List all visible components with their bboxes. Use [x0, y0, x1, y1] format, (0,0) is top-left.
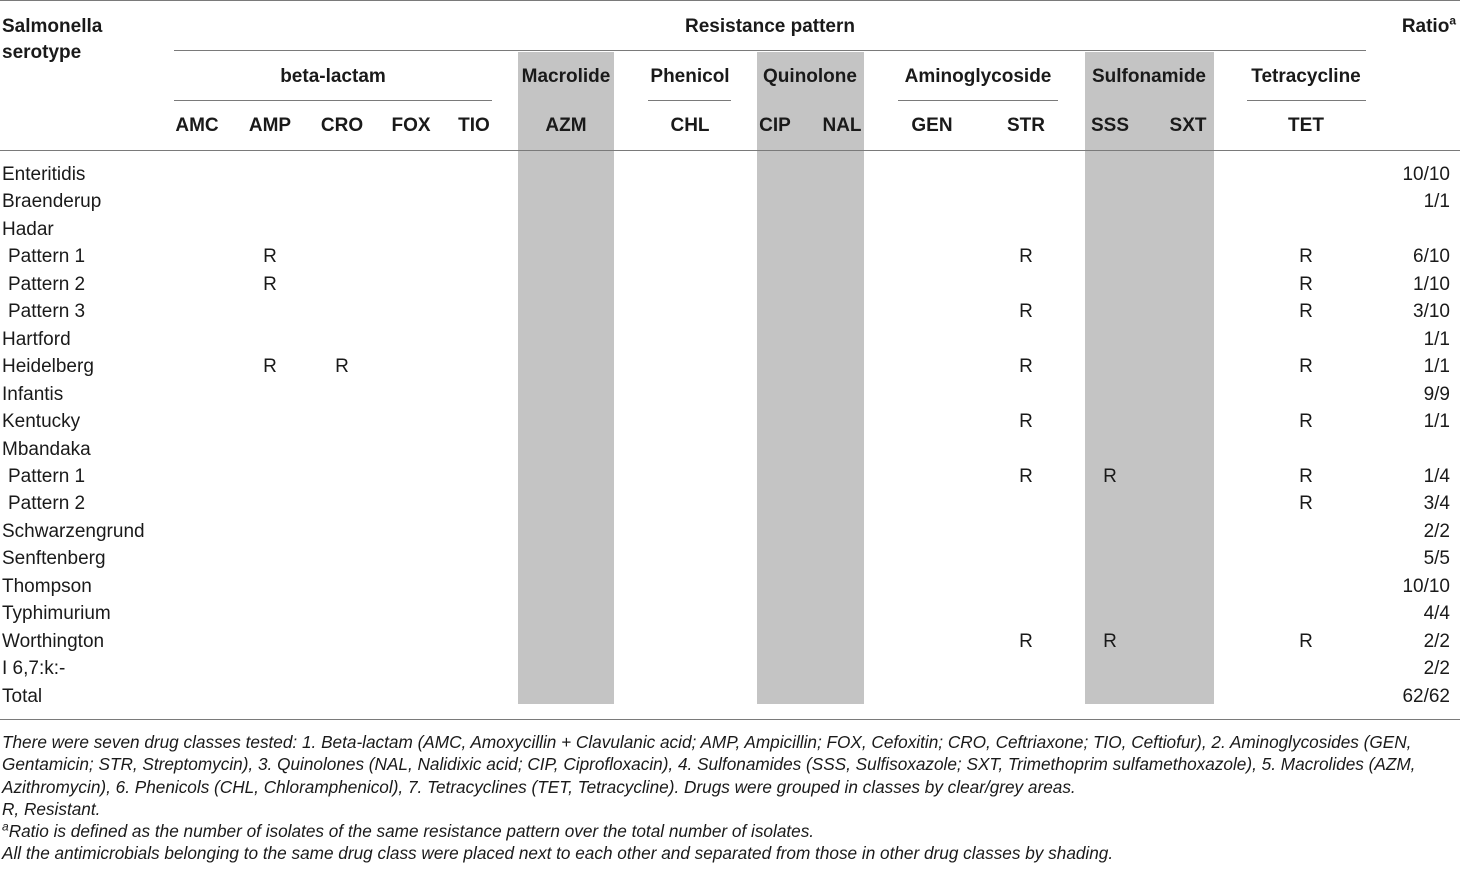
class-header-aminoglycoside: Aminoglycoside [904, 66, 1052, 87]
row-label: Hartford [2, 329, 71, 350]
row-label: Senftenberg [2, 548, 106, 569]
resistant-cell-tet: R [1299, 356, 1313, 377]
row-label: Pattern 3 [8, 301, 86, 322]
resistant-cell-str: R [1019, 301, 1033, 322]
row-label: Pattern 1 [8, 246, 86, 267]
drug-header-fox: FOX [391, 115, 431, 136]
drug-header-chl: CHL [670, 115, 710, 136]
drug-header-sss: SSS [1090, 115, 1130, 136]
row-ratio: 1/1 [1423, 411, 1450, 432]
table-bottom-rule [0, 719, 1460, 720]
aminoglycoside-rule [898, 100, 1058, 101]
row-ratio: 2/2 [1423, 631, 1450, 652]
resistant-cell-tet: R [1299, 246, 1313, 267]
drug-header-tet: TET [1288, 115, 1324, 136]
row-label: Infantis [2, 384, 64, 405]
row-ratio: 1/1 [1423, 191, 1450, 212]
resistant-cell-tet: R [1299, 411, 1313, 432]
resistance-group-rule [174, 50, 1366, 51]
drug-header-cro: CRO [320, 115, 364, 136]
drug-header-nal: NAL [822, 115, 862, 136]
phenicol-rule [648, 100, 731, 101]
row-label: Pattern 2 [8, 493, 86, 514]
row-ratio: 10/10 [1402, 164, 1450, 185]
drug-header-azm: AZM [545, 115, 587, 136]
resistant-cell-tet: R [1299, 466, 1313, 487]
resistant-cell-cro: R [335, 356, 349, 377]
row-ratio: 9/9 [1423, 384, 1450, 405]
row-label: Schwarzengrund [2, 521, 145, 542]
resistant-cell-sss: R [1103, 631, 1117, 652]
header-bottom-rule [0, 150, 1460, 151]
ratio-header-superscript: a [1449, 13, 1456, 28]
resistant-cell-amp: R [263, 246, 277, 267]
ratio-header [1402, 14, 1456, 40]
class-header-tetracycline: Tetracycline [1251, 66, 1361, 87]
footnote-drug-classes: There were seven drug classes tested: 1. Beta-lactam (AMC, Amoxycillin + Clavulanic acid; AMP, Ampicillin; FOX, Cefoxitin; CRO, Ceftriaxone; TIO, Ceftiofur), 2. Aminoglycosides (GEN, Gentamicin; STR, Streptomycin), 3. Quinolones (NAL, Nalidixic acid; CIP, Ciprofloxacin), 4. Sulfonamides (SSS, Sulfisoxazole; SXT, Trimethoprim sulfamethoxazole), 5. Macrolides (AZM, Azithromycin), 6. Phenicols (CHL, Chloramphenicol), 7. Tetracyclines (TET, Tetracycline). Drugs were grouped in classes by clear/grey areas. [2, 732, 1416, 797]
footnote-shading: All the antimicrobials belonging to the same drug class were placed next to each other and separated from those in other drug classes by shading. [2, 843, 1114, 864]
row-label: Hadar [2, 219, 54, 240]
resistant-cell-str: R [1019, 356, 1033, 377]
resistant-cell-tet: R [1299, 301, 1313, 322]
drug-header-tio: TIO [458, 115, 490, 136]
drug-header-sxt: SXT [1169, 115, 1207, 136]
drug-header-cip: CIP [759, 115, 791, 136]
table-top-rule [0, 0, 1460, 1]
resistant-cell-str: R [1019, 246, 1033, 267]
row-label: Typhimurium [2, 603, 111, 624]
drug-header-amc: AMC [175, 115, 219, 136]
row-ratio: 10/10 [1402, 576, 1450, 597]
row-label: Worthington [2, 631, 105, 652]
row-label: Pattern 1 [8, 466, 86, 487]
resistant-cell-str: R [1019, 631, 1033, 652]
footnote-ratio-marker: a [2, 819, 9, 834]
row-label: Mbandaka [2, 439, 91, 460]
row-ratio: 3/10 [1413, 301, 1450, 322]
row-ratio: 2/2 [1423, 658, 1450, 679]
row-ratio: 6/10 [1413, 246, 1450, 267]
class-header-macrolide: Macrolide [521, 66, 611, 87]
row-label: Enteritidis [2, 164, 86, 185]
resistant-cell-tet: R [1299, 631, 1313, 652]
resistant-cell-amp: R [263, 356, 277, 377]
row-ratio: 1/1 [1423, 356, 1450, 377]
row-ratio: 4/4 [1423, 603, 1450, 624]
row-label: Thompson [2, 576, 92, 597]
drug-header-str: STR [1007, 115, 1045, 136]
resistant-cell-tet: R [1299, 274, 1313, 295]
drug-header-gen: GEN [911, 115, 953, 136]
footnote-ratio-text: Ratio is defined as the number of isolates of the same resistance pattern over the total number of isolates. [8, 821, 815, 842]
row-ratio: 62/62 [1402, 686, 1450, 707]
resistant-cell-amp: R [263, 274, 277, 295]
row-label: I 6,7:k:- [2, 658, 66, 679]
row-ratio: 5/5 [1423, 548, 1450, 569]
row-label: Kentucky [2, 411, 81, 432]
table-footnotes [2, 731, 1458, 865]
row-ratio: 3/4 [1423, 493, 1450, 514]
row-label: Braenderup [2, 191, 102, 212]
row-ratio: 2/2 [1423, 521, 1450, 542]
row-ratio: 1/4 [1423, 466, 1450, 487]
class-header-betalactam: beta-lactam [280, 66, 386, 87]
tetracycline-rule [1247, 100, 1366, 101]
footnote-resistant: R, Resistant. [2, 798, 101, 819]
footnote-ratio [2, 820, 1458, 842]
resistant-cell-sss: R [1103, 466, 1117, 487]
row-label: Total [2, 686, 43, 707]
class-header-sulfonamide: Sulfonamide [1091, 66, 1207, 87]
resistant-cell-str: R [1019, 466, 1033, 487]
resistant-cell-tet: R [1299, 493, 1313, 514]
row-label: Pattern 2 [8, 274, 86, 295]
ratio-header-label: Ratio [1401, 16, 1450, 37]
class-header-phenicol: Phenicol [650, 66, 730, 87]
betalactam-rule [174, 100, 492, 101]
resistant-cell-str: R [1019, 411, 1033, 432]
drug-header-amp: AMP [248, 115, 292, 136]
class-header-quinolone: Quinolone [763, 66, 857, 87]
resistance-pattern-header: Resistance pattern [684, 16, 856, 37]
row-ratio: 1/1 [1423, 329, 1450, 350]
row-label: Heidelberg [2, 356, 94, 377]
serotype-header: Salmonella serotype [2, 16, 103, 63]
row-ratio: 1/10 [1413, 274, 1450, 295]
